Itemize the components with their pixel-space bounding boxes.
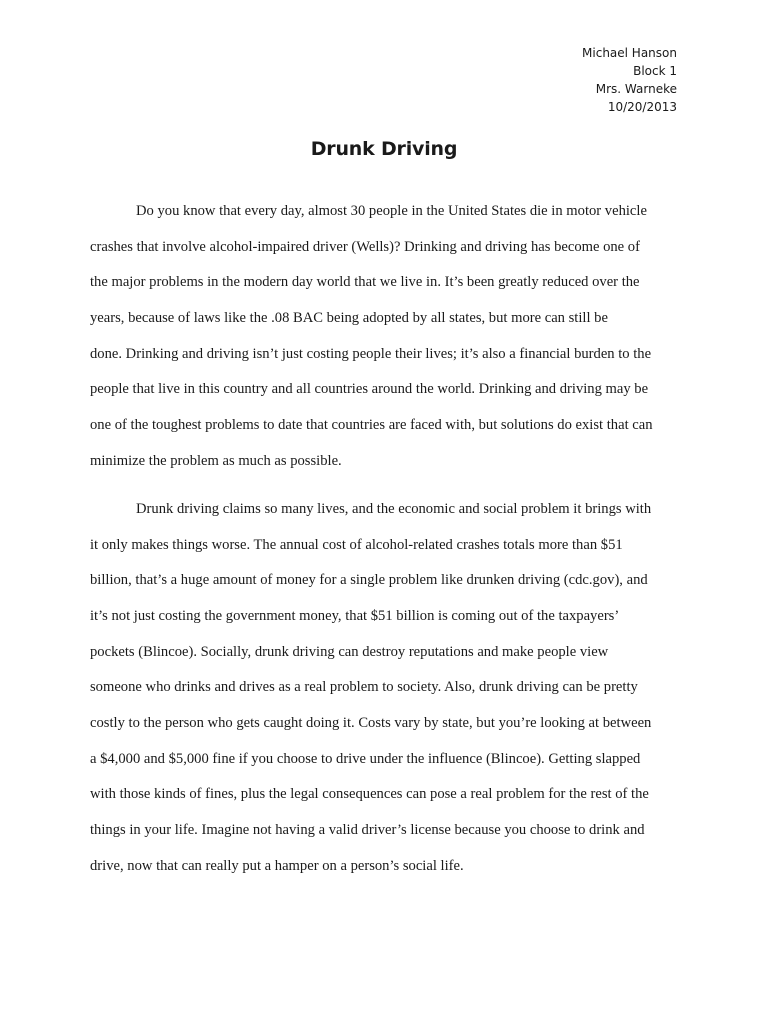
- text-line: it’s not just costing the government money, that $51 billion is coming out of the taxpayers’: [90, 608, 620, 624]
- text-line: drive, now that can really put a hamper on a person’s social life.: [90, 858, 464, 874]
- text-line: things in your life. Imagine not having a valid driver’s license because you choose to drink and: [90, 822, 645, 838]
- text-line: people that live in this country and all countries around the world. Drinking and driving may be: [90, 381, 649, 397]
- text-line: crashes that involve alcohol-impaired driver (Wells)? Drinking and driving has become one of: [90, 238, 640, 255]
- text-line: Do you know that every day, almost 30 people in the United States die in motor vehicle: [136, 203, 647, 219]
- text-line: the major problems in the modern day world that we live in. It’s been greatly reduced over the: [90, 274, 640, 290]
- text-line: years, because of laws like the .08 BAC being adopted by all states, but more can still be: [90, 310, 608, 326]
- text-line: one of the toughest problems to date that countries are faced with, but solutions do exist that can: [90, 417, 653, 433]
- class-block: Block 1: [633, 64, 677, 78]
- text-line: done. Drinking and driving isn’t just costing people their lives; it’s also a financial burden to the: [90, 345, 652, 362]
- text-line: billion, that’s a huge amount of money for a single problem like drunken driving (cdc.gov), and: [90, 572, 648, 588]
- essay-date: 10/20/2013: [607, 100, 677, 114]
- text-line: someone who drinks and drives as a real problem to society. Also, drunk driving can be pretty: [90, 679, 638, 695]
- text-line: a $4,000 and $5,000 fine if you choose to drive under the influence (Blincoe). Getting slapped: [90, 750, 641, 767]
- text-line: it only makes things worse. The annual cost of alcohol-related crashes totals more than $51: [90, 536, 623, 553]
- text-line: costly to the person who gets caught doing it. Costs vary by state, but you’re looking at between: [90, 715, 652, 731]
- header-block: [582, 44, 677, 116]
- essay-title: Drunk Driving: [310, 138, 458, 160]
- text-line: with those kinds of fines, plus the legal consequences can pose a real problem for the rest of the: [90, 786, 649, 802]
- teacher-name: Mrs. Warneke: [595, 82, 677, 96]
- text-line: pockets (Blincoe). Socially, drunk driving can destroy reputations and make people view: [90, 643, 609, 660]
- text-line: minimize the problem as much as possible.: [90, 453, 342, 469]
- text-line: Drunk driving claims so many lives, and the economic and social problem it brings with: [136, 501, 652, 517]
- author-name: Michael Hanson: [582, 46, 677, 60]
